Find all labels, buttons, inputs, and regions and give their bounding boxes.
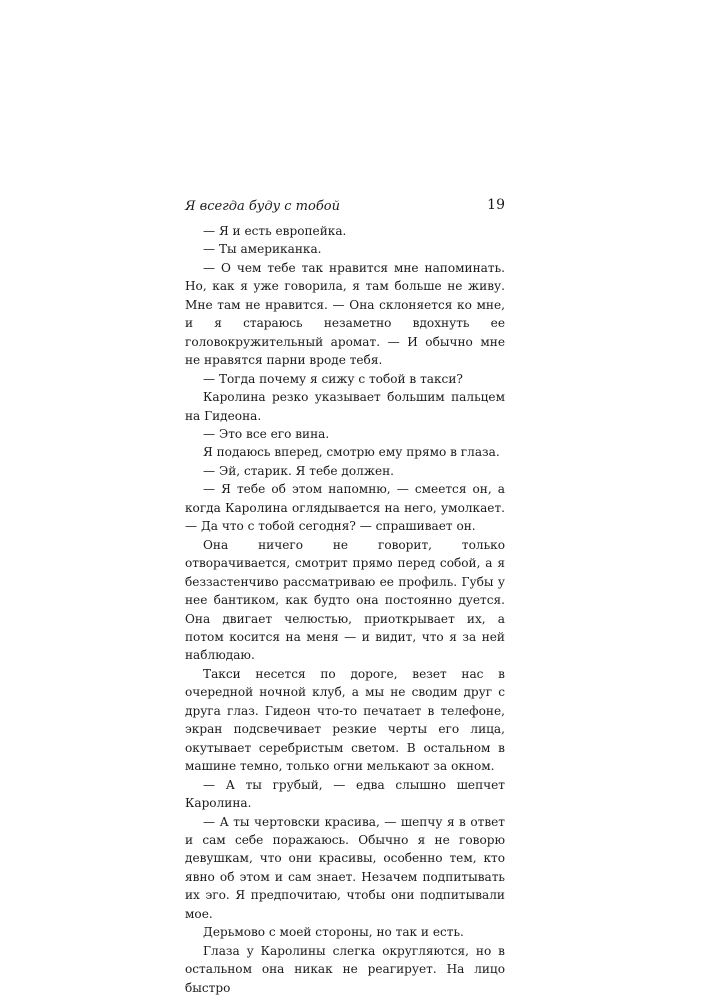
paragraph: — Я и есть европейка. — [203, 224, 347, 238]
page-number: 19 — [487, 197, 505, 213]
paragraph: — А ты грубый, — едва слышно шепчет Каролина. — [185, 777, 505, 811]
book-page — [185, 196, 505, 997]
paragraph: Такси несется по дороге, везет нас в очередной ночной клуб, а мы не сводим друг с друга глаз. Гидеон что-то печатает в телефоне, экран подсвечивает резкие черты его лица, окутывает серебристым светом. В остальном в машине темно, только огни мелькают за окном. — [185, 666, 505, 774]
page-header — [185, 196, 505, 220]
paragraph: — Тогда почему я сижу с тобой в такси? — [203, 371, 463, 386]
paragraph: — Это все его вина. — [203, 426, 330, 441]
running-title: Я всегда буду с тобой — [185, 199, 340, 214]
paragraph: — Эй, старик. Я тебе должен. — [203, 463, 395, 478]
paragraph: — Я тебе об этом напомню, — смеется он, а когда Каролина оглядывается на него, умолкает. — Да что с тобой сегодня? — спрашивает он. — [185, 482, 505, 534]
paragraph: Я подаюсь вперед, смотрю ему прямо в глаза. — [203, 445, 500, 460]
paragraph: Глаза у Каролины слегка округляются, но в остальном она никак не реагирует. На лицо быстро — [185, 943, 505, 995]
paragraph: — Ты американка. — [203, 242, 322, 257]
paragraph: — О чем тебе так нравится мне напоминать. Но, как я уже говорила, я там больше не живу. Мне там не нравится. — Она склоняется ко мне, и я стараюсь незаметно вдохнуть ее головокружительный аромат. — И обычно мне не нравятся парни вроде тебя. — [185, 260, 505, 368]
paragraph: Она ничего не говорит, только отворачивается, смотрит прямо перед собой, а я беззастенчиво рассматриваю ее профиль. Губы у нее бантиком, как будто она постоянно дуется. Она двигает челюстью, приоткрывает их, а потом косится на меня — и видит, что я за ней наблюдаю. — [185, 537, 505, 663]
paragraph: Дерьмово с моей стороны, но так и есть. — [203, 925, 464, 940]
page-body — [185, 222, 505, 997]
paragraph: Каролина резко указывает большим пальцем на Гидеона. — [185, 390, 505, 423]
paragraph: — А ты чертовски красива, — шепчу я в ответ и сам себе поражаюсь. Обычно я не говорю девушкам, что они красивы, особенно тем, кто явно об этом и сам знает. Незачем подпитывать их эго. Я предпочитаю, чтобы они подпитывали мое. — [185, 814, 505, 921]
